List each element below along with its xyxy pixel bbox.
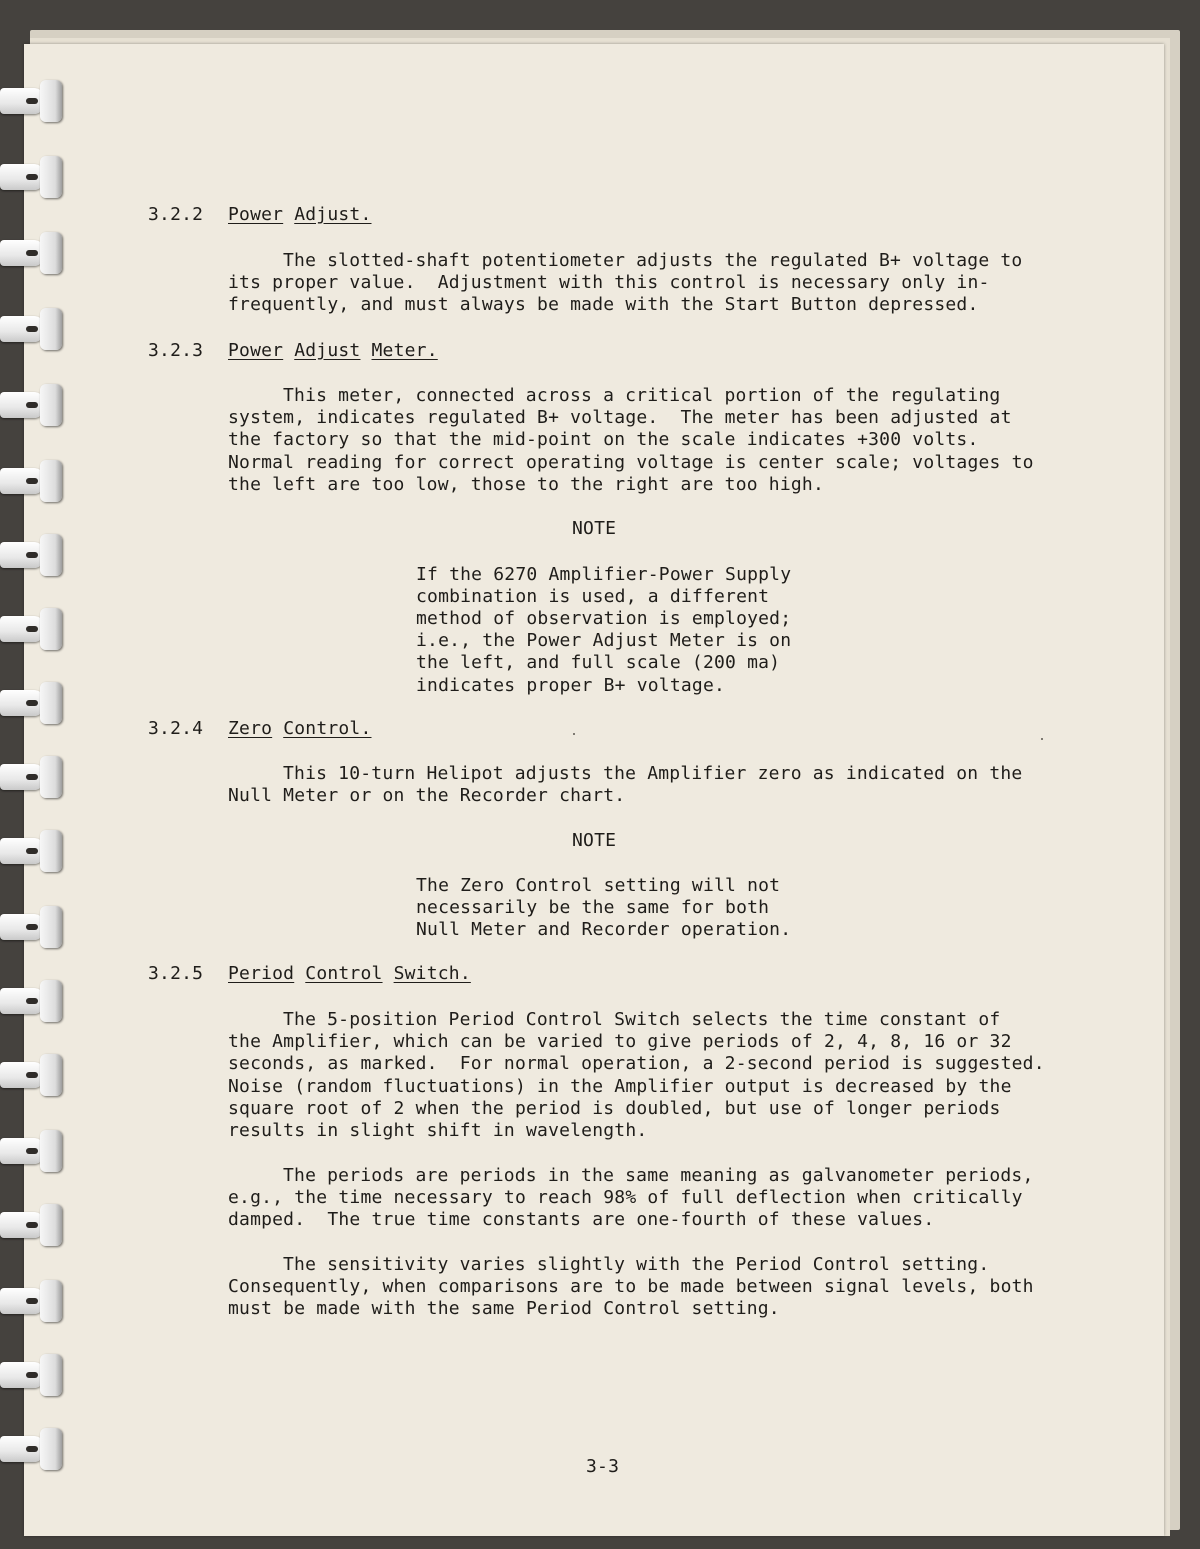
note-line: method of observation is employed; (416, 608, 792, 629)
paragraph-line: Consequently, when comparisons are to be made between signal levels, both (228, 1276, 1034, 1297)
paper-speck (573, 733, 575, 735)
binding-ring (0, 1130, 64, 1174)
binding-ring (0, 756, 64, 800)
heading-word: Period (228, 963, 295, 984)
heading-word: Control (305, 963, 383, 984)
note-line: the left, and full scale (200 ma) (416, 652, 781, 673)
heading-word: Control. (283, 718, 372, 739)
paragraph-line: seconds, as marked. For normal operation, a 2-second period is suggested. (228, 1053, 1045, 1074)
paragraph-line: frequently, and must always be made with the Start Button depressed. (228, 294, 979, 315)
binding-ring (0, 1354, 64, 1398)
section-number: 3.2.5 (148, 963, 204, 984)
heading-word: Adjust. (294, 204, 372, 225)
paragraph-line: The 5-position Period Control Switch selects the time constant of (283, 1009, 1001, 1030)
binding-ring (0, 308, 64, 352)
section-number: 3.2.2 (148, 204, 204, 225)
paragraph-line: square root of 2 when the period is doubled, but use of longer periods (228, 1098, 1001, 1119)
paragraph-line: the left are too low, those to the right are too high. (228, 474, 824, 495)
heading-word: Switch. (393, 963, 471, 984)
note-title: NOTE (572, 830, 617, 851)
binding-ring (0, 1428, 64, 1472)
binding-ring (0, 906, 64, 950)
section-number: 3.2.4 (148, 718, 204, 739)
section-number: 3.2.3 (148, 340, 204, 361)
paragraph-line: the factory so that the mid-point on the scale indicates +300 volts. (228, 429, 979, 450)
paragraph-line: the Amplifier, which can be varied to give periods of 2, 4, 8, 16 or 32 (228, 1031, 1012, 1052)
section-heading (228, 340, 438, 362)
paragraph-line: Normal reading for correct operating voltage is center scale; voltages to (228, 452, 1034, 473)
paragraph-line: results in slight shift in wavelength. (228, 1120, 648, 1141)
paper-speck (1041, 738, 1043, 740)
note-title: NOTE (572, 518, 617, 539)
binding-ring (0, 830, 64, 874)
heading-word: Adjust (294, 340, 361, 361)
binding-ring (0, 156, 64, 200)
note-line: If the 6270 Amplifier-Power Supply (416, 564, 792, 585)
binding-ring (0, 980, 64, 1024)
note-line: indicates proper B+ voltage. (416, 675, 726, 696)
paragraph-line: system, indicates regulated B+ voltage. The meter has been adjusted at (228, 407, 1012, 428)
binding-ring (0, 608, 64, 652)
binding-ring (0, 384, 64, 428)
paragraph-line: Null Meter or on the Recorder chart. (228, 785, 626, 806)
section-heading (228, 963, 471, 985)
heading-word: Power (228, 204, 284, 225)
section-heading (228, 718, 372, 740)
paragraph-line: This meter, connected across a critical portion of the regulating (283, 385, 1001, 406)
binding-ring (0, 80, 64, 124)
note-line: The Zero Control setting will not (416, 875, 781, 896)
heading-word: Meter. (371, 340, 438, 361)
paragraph-line: The slotted-shaft potentiometer adjusts the regulated B+ voltage to (283, 250, 1023, 271)
binding-ring (0, 232, 64, 276)
paragraph-line: The periods are periods in the same meaning as galvanometer periods, (283, 1165, 1034, 1186)
note-line: Null Meter and Recorder operation. (416, 919, 792, 940)
binding-ring (0, 534, 64, 578)
binding-ring (0, 1054, 64, 1098)
binding-ring (0, 1280, 64, 1324)
binding-ring (0, 460, 64, 504)
heading-word: Zero (228, 718, 273, 739)
paragraph-line: its proper value. Adjustment with this control is necessary only in- (228, 272, 990, 293)
heading-word: Power (228, 340, 284, 361)
paragraph-line: damped. The true time constants are one-fourth of these values. (228, 1209, 935, 1230)
note-line: necessarily be the same for both (416, 897, 770, 918)
note-line: i.e., the Power Adjust Meter is on (416, 630, 792, 651)
paragraph-line: Noise (random fluctuations) in the Amplifier output is decreased by the (228, 1076, 1012, 1097)
section-heading (228, 204, 372, 226)
paragraph-line: This 10-turn Helipot adjusts the Amplifier zero as indicated on the (283, 763, 1023, 784)
spiral-binding (0, 0, 70, 1549)
binding-ring (0, 1204, 64, 1248)
paragraph-line: must be made with the same Period Control setting. (228, 1298, 780, 1319)
page-number: 3-3 (586, 1456, 620, 1477)
paragraph-line: e.g., the time necessary to reach 98% of full deflection when critically (228, 1187, 1023, 1208)
binding-ring (0, 682, 64, 726)
paragraph-line: The sensitivity varies slightly with the Period Control setting. (283, 1254, 990, 1275)
note-line: combination is used, a different (416, 586, 770, 607)
